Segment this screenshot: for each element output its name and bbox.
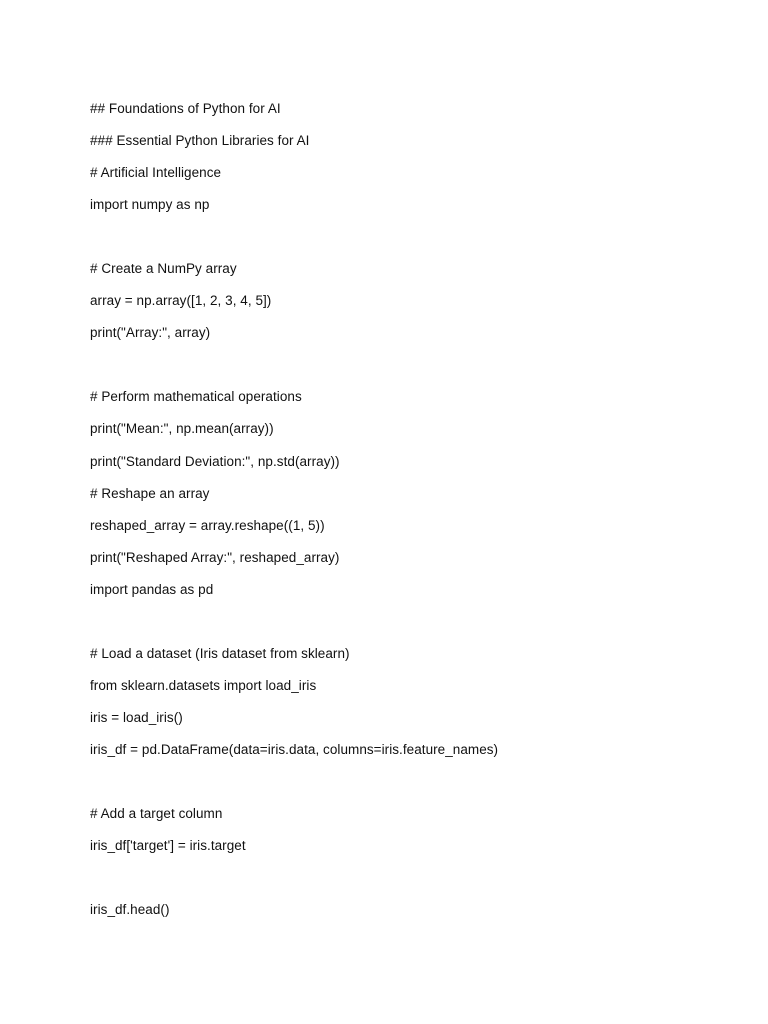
code-line: import pandas as pd [90, 581, 214, 597]
heading-foundations: ## Foundations of Python for AI [90, 101, 281, 116]
code-line: print("Reshaped Array:", reshaped_array) [90, 549, 340, 565]
code-line: print("Array:", array) [90, 325, 211, 341]
comment-line: # Perform mathematical operations [90, 389, 302, 405]
comment-line: # Create a NumPy array [90, 261, 237, 277]
code-line: reshaped_array = array.reshape((1, 5)) [90, 517, 325, 533]
blank-line [90, 862, 710, 894]
document-body [90, 93, 710, 926]
comment-artificial-intelligence: # Artificial Intelligence [90, 165, 222, 181]
code-line: iris = load_iris() [90, 709, 183, 725]
comment-line: # Reshape an array [90, 485, 210, 501]
blank-line [90, 606, 710, 638]
comment-line: # Add a target column [90, 806, 223, 822]
comment-line: # Load a dataset (Iris dataset from sklearn) [90, 645, 350, 661]
code-line: import numpy as np [90, 197, 210, 213]
blank-line [90, 349, 710, 381]
code-line: print("Standard Deviation:", np.std(array)) [90, 453, 340, 469]
code-line: print("Mean:", np.mean(array)) [90, 421, 274, 437]
blank-line [90, 766, 710, 798]
heading-essential-libraries: ### Essential Python Libraries for AI [90, 133, 310, 149]
code-line: array = np.array([1, 2, 3, 4, 5]) [90, 293, 272, 309]
code-line: iris_df = pd.DataFrame(data=iris.data, columns=iris.feature_names) [90, 741, 499, 757]
code-line: from sklearn.datasets import load_iris [90, 677, 317, 693]
blank-line [90, 221, 710, 253]
code-line: iris_df['target'] = iris.target [90, 838, 246, 854]
code-line: iris_df.head() [90, 902, 170, 918]
